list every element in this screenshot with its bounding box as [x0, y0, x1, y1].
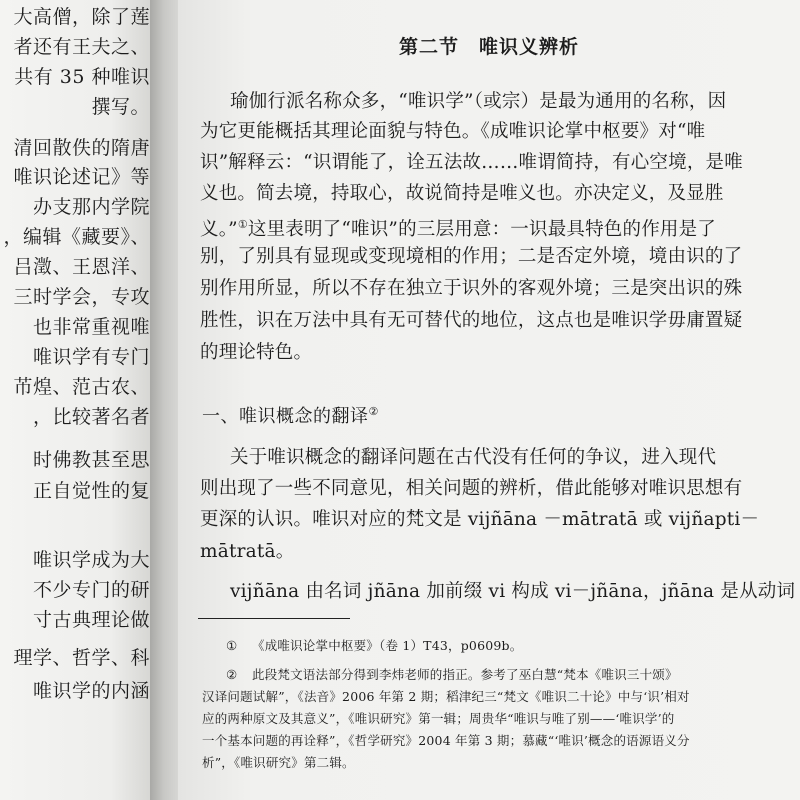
footnote-2	[226, 666, 678, 684]
left-page-line: 吕澂、王恩洋、	[13, 256, 150, 278]
left-page-line: 唯识学有专门	[32, 346, 150, 368]
paragraph-line: 为它更能概括其理论面貌与特色。《成唯识论掌中枢要》对“唯	[200, 121, 706, 142]
footnote-number: ②	[226, 667, 238, 682]
left-page-line: 共有 35 种唯识	[14, 66, 150, 88]
left-page-line: 寸古典理论做	[32, 609, 150, 631]
left-page-line: ，比较著名者	[32, 406, 150, 428]
footnote-separator	[198, 618, 350, 619]
footnote-text: 《成唯识论掌中枢要》（卷 1）T43，p0609b。	[252, 638, 523, 653]
right-main-page	[178, 0, 800, 800]
paragraph-line: mātratā。	[200, 541, 295, 562]
left-page-line: 正自觉性的复	[32, 480, 150, 502]
footnote-line: 一个基本问题的再诠释”，《哲学研究》2004 年第 3 期；慕藏“‘唯识’概念的语源语义分	[202, 733, 690, 748]
paragraph-line: 识”解释云：“识谓能了，诠五法故……唯谓简持，有心空境，是唯	[200, 152, 743, 173]
left-page-line: 理学、哲学、科	[13, 647, 150, 669]
paragraph-line: 则出现了一些不同意见，相关问题的辨析，借此能够对唯识思想有	[200, 478, 743, 499]
left-facing-page	[0, 0, 158, 800]
paragraph-line: 胜性，识在万法中具有无可替代的地位，这点也是唯识学毋庸置疑	[200, 310, 743, 331]
paragraph-text: 义。”	[200, 219, 238, 241]
left-page-line: 办支那内学院	[32, 196, 150, 218]
paragraph-line: 瑜伽行派名称众多，“唯识学”（或宗）是最为通用的名称，因	[230, 91, 727, 112]
left-page-line: 三时学会，专攻	[13, 286, 150, 308]
paragraph-line: vijñāna 由名词 jñāna 加前缀 vi 构成 vi－jñāna，jñāna 是从动词	[230, 581, 796, 602]
section-title: 第二节 唯识义辨析	[398, 36, 579, 58]
left-page-line: 清回散佚的隋唐	[13, 137, 150, 159]
left-page-line: 不少专门的研	[32, 579, 150, 601]
footnote-reference: ①	[237, 218, 248, 231]
subsection-title	[202, 402, 379, 428]
paragraph-line: 别作用所显，所以不存在独立于识外的客观外境；三是突出识的殊	[200, 278, 743, 299]
paragraph-line	[200, 213, 716, 242]
paragraph-line: 义也。简去境，持取心，故说简持是唯义也。亦决定义，及显胜	[200, 183, 724, 204]
paragraph-line: 的理论特色。	[200, 342, 313, 363]
subsection-title-text: 一、唯识概念的翻译	[202, 406, 369, 427]
footnote-line: 应的两种原文及其意义”，《唯识研究》第一辑；周贵华“唯识与唯了别——‘唯识学’的	[202, 711, 675, 726]
footnote-line: 析”，《唯识研究》第二辑。	[202, 755, 355, 770]
footnote-text: 此段梵文语法部分得到李炜老师的指正。参考了巫白慧“梵本《唯识三十颂》	[252, 667, 678, 682]
paragraph-text: 这里表明了“唯识”的三层用意：一识最具特色的作用是了	[247, 219, 716, 241]
left-page-line: 时佛教甚至思	[32, 449, 150, 471]
left-page-line: 唯识学成为大	[32, 549, 150, 571]
paragraph-line: 关于唯识概念的翻译问题在古代没有任何的争议，进入现代	[230, 447, 717, 468]
left-page-line: 大高僧，除了莲	[13, 6, 150, 28]
left-page-line: 芇煌、范古农、	[13, 376, 150, 398]
left-page-line: 也非常重视唯	[32, 316, 150, 338]
left-page-line: 唯识论述记》等	[13, 166, 150, 188]
footnote-1	[226, 637, 522, 655]
footnote-reference: ②	[368, 405, 379, 418]
left-page-line: 唯识学的内涵	[32, 680, 150, 702]
footnote-line: 汉译问题试解”，《法音》2006 年第 2 期；稻津纪三“梵文《唯识二十论》中与‘识’相对	[202, 689, 690, 704]
left-page-line: 者还有王夫之、	[13, 36, 150, 58]
footnote-number: ①	[226, 638, 238, 653]
left-page-line: 撰写。	[91, 96, 150, 118]
left-page-line: ，编辑《藏要》、	[3, 226, 150, 248]
paragraph-line: 更深的认识。唯识对应的梵文是 vijñāna －mātratā 或 vijñapti－	[200, 509, 760, 530]
paragraph-line: 别，了别具有显现或变现境相的作用；二是否定外境，境由识的了	[200, 246, 743, 267]
